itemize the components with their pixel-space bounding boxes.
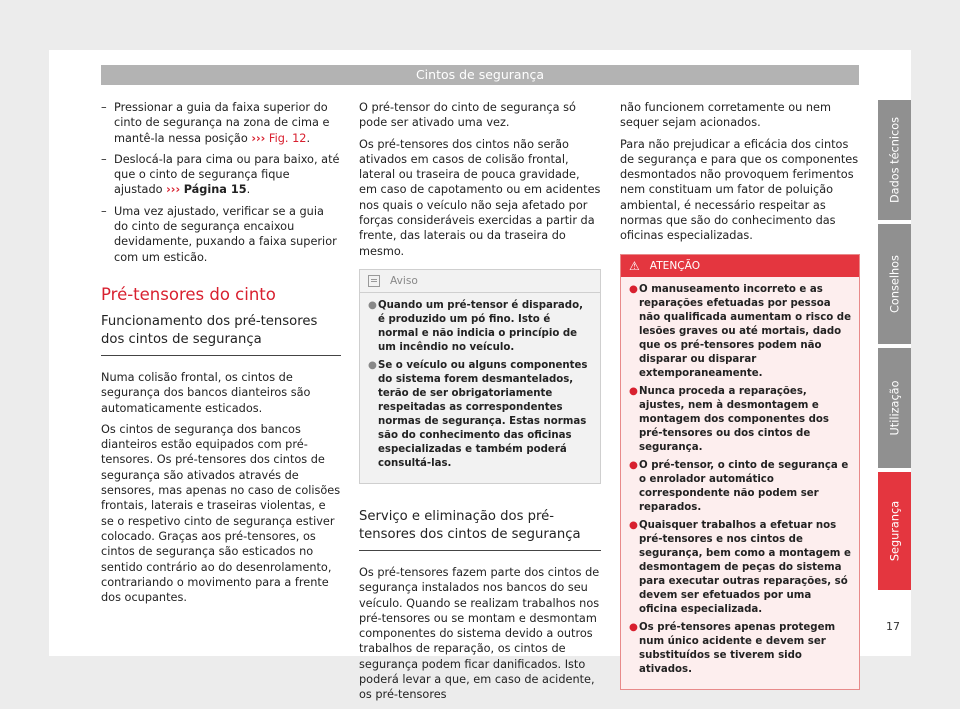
warning-item-text: Nunca proceda a reparações, ajustes, nem à desmontagem e montagem dos componentes dos pré-tensores ou dos cintos de segurança.	[639, 385, 829, 453]
notice-body	[360, 293, 600, 483]
fig-link[interactable]: Fig. 12	[268, 131, 307, 145]
notice-header	[360, 270, 600, 293]
list-item	[101, 152, 341, 198]
bullet-icon: ●	[368, 359, 377, 371]
list-item	[101, 204, 341, 265]
list-item-text: Uma vez ajustado, verificar se a guia do cinto de segurança encaixou devidamente, puxando a faixa superior com um esticão.	[114, 204, 337, 264]
warning-body	[621, 277, 859, 689]
tab-dados-tecnicos[interactable]	[878, 100, 911, 220]
bullet-icon: ●	[629, 621, 638, 633]
bullet-icon: ●	[629, 459, 638, 471]
tab-label: Conselhos	[888, 255, 901, 313]
list-item	[629, 519, 851, 617]
warning-item-text: Quaisquer trabalhos a efetuar nos pré-tensores e nos cintos de segurança, bem como a montagem e desmontagem de peças do sistema para executar outras reparações, só devem ser efetuados por uma oficina especializada.	[639, 519, 851, 615]
warning-icon: ⚠	[629, 258, 640, 273]
notice-box	[359, 269, 601, 484]
paragraph: O pré-tensor do cinto de segurança só pode ser ativado uma vez.	[359, 101, 576, 130]
tab-conselhos[interactable]	[878, 224, 911, 344]
tab-seguranca[interactable]	[878, 472, 911, 590]
dash-marker: –	[101, 204, 107, 218]
tab-utilizacao[interactable]	[878, 348, 911, 468]
column-2	[359, 100, 601, 709]
subsection-title: Funcionamento dos pré-tensores dos cintos de segurança	[101, 313, 341, 356]
column-1	[101, 100, 341, 611]
column-3	[620, 100, 860, 690]
paragraph: Para não prejudicar a eficácia dos cintos de segurança e para que os componentes desmontados não provoquem ferimentos nem constituam um fator de poluição ambiental, é necessário respeitar as normas que são do conhecimento das oficinas especializadas.	[620, 137, 859, 243]
link-arrow-icon: ›››	[166, 183, 181, 197]
warning-header	[621, 255, 859, 277]
list-item	[368, 359, 592, 471]
dash-marker: –	[101, 101, 107, 114]
bullet-icon: ●	[629, 283, 638, 295]
list-item	[629, 283, 851, 381]
warning-box	[620, 254, 860, 690]
tab-label: Utilização	[888, 380, 901, 436]
notice-item-text: Quando um pré-tensor é disparado, é produzido um pó fino. Isto é normal e não indicia o princípio de um incêndio no veículo.	[378, 299, 583, 353]
notice-title: Aviso	[390, 274, 418, 287]
link-arrow-icon: ›››	[251, 131, 266, 145]
list-item-suffix: .	[246, 183, 251, 197]
paragraph: Os pré-tensores dos cintos não serão ativados em casos de colisão frontal, lateral ou traseira de pouca gravidade, em caso de capotamento ou em acidentes nos quais o veículo não seja afetado por forças consideráveis exercidas a partir da frente, das laterais ou da traseira do mesmo.	[359, 137, 601, 258]
list-item	[629, 459, 851, 515]
note-icon	[368, 275, 380, 287]
list-item	[629, 621, 851, 677]
subsection-title: Serviço e eliminação dos pré-tensores dos cintos de segurança	[359, 508, 601, 551]
bullet-icon: ●	[629, 385, 638, 397]
list-item-suffix: .	[306, 131, 311, 145]
paragraph: Os pré-tensores fazem parte dos cintos de segurança instalados nos bancos do seu veículo. Quando se realizam trabalhos nos pré-tensores ou se montam e desmontam componentes do sistema devido a outros trabalhos de reparação, os cintos de segurança podem ficar danificados. Isto poderá levar a que, em caso de acidente, os pré-tensores	[359, 565, 600, 702]
notice-item-text: Se o veículo ou alguns componentes do sistema forem desmantelados, terão de ser obrigatoriamente respeitadas as correspondentes normas de segurança. Estas normas são do conhecimento das oficinas especializadas e também poderá consultá-las.	[378, 359, 588, 469]
bullet-icon: ●	[368, 299, 377, 311]
paragraph: Os cintos de segurança dos bancos dianteiros estão equipados com pré-tensores. Os pré-tensores dos cintos de segurança são ativados através de sensores, mas apenas no caso de colisões frontais, laterais e traseiras violentas, e se o respetivo cinto de segurança estiver colocado. Graças aos pré-tensores, os cintos de segurança são esticados no sentido contrário ao do desenrolamento, contrariando o movimento para a frente dos ocupantes.	[101, 422, 341, 605]
paragraph: Numa colisão frontal, os cintos de segurança dos bancos dianteiros são automaticamente esticados.	[101, 370, 311, 415]
warning-item-text: O manuseamento incorreto e as reparações efetuadas por pessoa não qualificada aumentam o risco de lesões graves ou até mortais, dado que os pré-tensores podem não disparar ou disparar extemporaneamente.	[639, 283, 851, 379]
warning-item-text: Os pré-tensores apenas protegem num único acidente e devem ser substituídos se tiverem sido ativados.	[639, 621, 836, 675]
section-title: Pré-tensores do cinto	[101, 284, 276, 304]
list-item	[368, 299, 592, 355]
paragraph: não funcionem corretamente ou nem sequer sejam acionados.	[620, 101, 831, 130]
warning-item-text: O pré-tensor, o cinto de segurança e o enrolador automático correspondente não podem ser reparados.	[639, 459, 849, 513]
bullet-icon: ●	[629, 519, 638, 531]
dash-marker: –	[101, 152, 107, 166]
list-item-text: Pressionar a guia da faixa superior do cinto de segurança na zona de cima e mantê-la nessa posição	[114, 101, 330, 145]
warning-title: ATENÇÃO	[649, 259, 701, 272]
tab-label: Dados técnicos	[888, 116, 901, 204]
list-item	[629, 385, 851, 455]
page-number: 17	[886, 620, 900, 633]
list-item	[101, 100, 341, 146]
page-link[interactable]: Página 15	[183, 183, 247, 197]
list-item-text: Deslocá-la para cima ou para baixo, até que o cinto de segurança fique ajustado	[114, 152, 340, 197]
page-header: Cintos de segurança	[101, 65, 859, 85]
tab-label: Segurança	[888, 500, 901, 562]
